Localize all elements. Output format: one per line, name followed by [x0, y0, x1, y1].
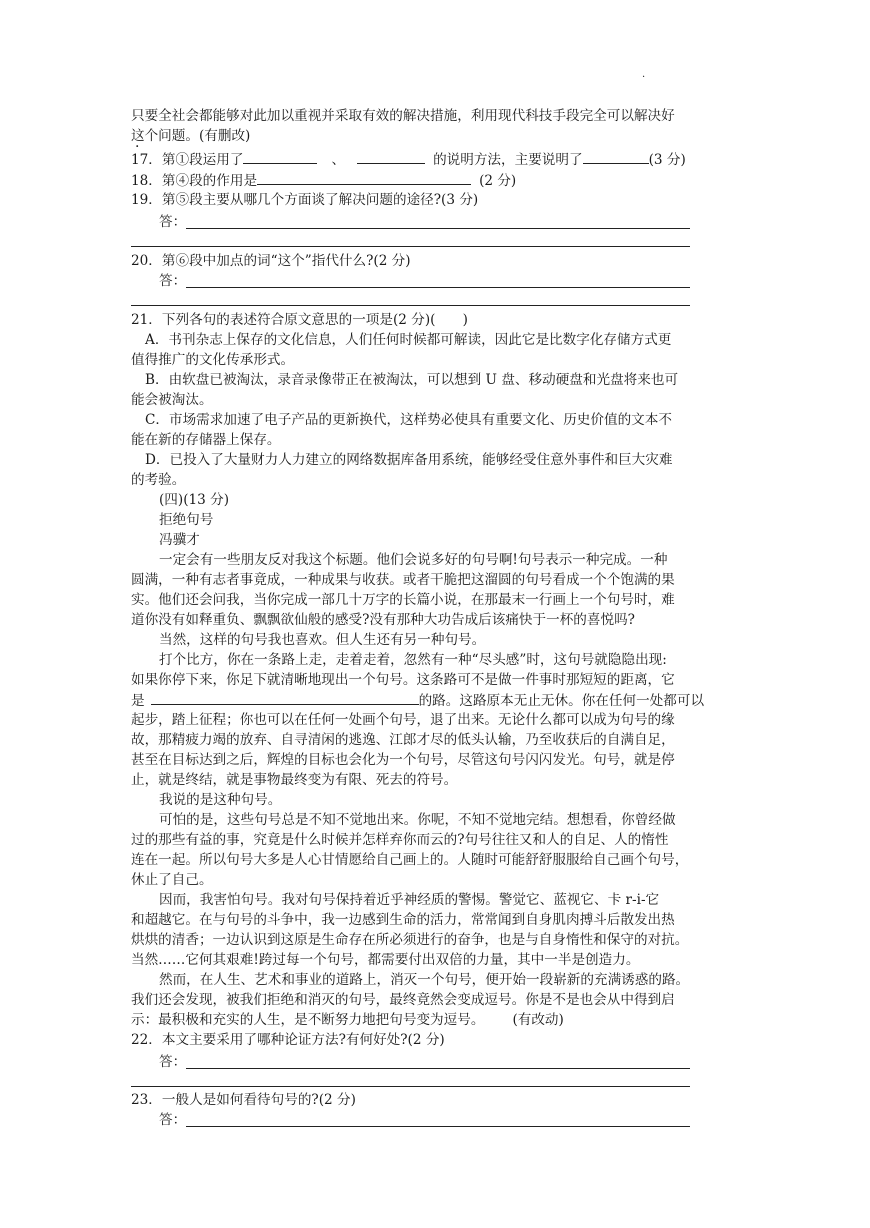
passage-line: 起步，踏上征程；你也可以在任何一处画个句号，退了出来。无论什么都可以成为句号的缘	[131, 712, 675, 728]
passage-line: 道你没有如释重负、飘飘欲仙般的感受?没有那种大功告成后该痛快于一杯的喜悦吗?	[131, 612, 635, 628]
passage-note: (有改动)	[512, 1012, 564, 1028]
q17-blank-1[interactable]	[243, 149, 317, 164]
passage-line: 甚至在目标达到之后，辉煌的目标也会化为一个句号，尽管这句号闪闪发光。句号，就是停	[131, 752, 675, 768]
passage-line: 休止了自己。	[131, 872, 213, 888]
intro-char: 这	[131, 128, 145, 144]
passage-line: 过的那些有益的事，究竟是什么时候并怎样弃你而云的?句号往往又和人的自足、人的惰性	[131, 832, 669, 848]
q18-prefix: 18．第④段的作用是	[131, 173, 258, 189]
passage-line: 故，那精疲力竭的放弃、自寻清闲的逃逸、江郎才尽的低头认输，乃至收获后的自满自足，	[131, 732, 675, 748]
passage-line	[131, 1010, 564, 1030]
passage-line: 当然，这样的句号我也喜欢。但人生还有另一种句号。	[159, 632, 486, 648]
intro-line: 只要全社会都能够对此加以重视并采取有效的解决措施，利用现代科技手段完全可以解决好	[131, 108, 675, 124]
passage-line: 一定会有一些朋友反对我这个标题。他们会说多好的句号啊!句号表示一种完成。一种	[159, 552, 668, 568]
answer-line[interactable]	[131, 1086, 690, 1087]
intro-line	[131, 126, 250, 146]
section-heading: (四)(13 分)	[159, 492, 230, 508]
question-20: 20．第⑥段中加点的词“这个”指代什么?(2 分)	[131, 253, 411, 269]
q18-blank[interactable]	[257, 170, 471, 185]
q17-blank-2[interactable]	[357, 149, 425, 164]
intro-text: 个问题。(有删改)	[144, 128, 251, 144]
answer-line[interactable]	[186, 287, 690, 288]
passage-line: 我说的是这种句号。	[159, 792, 282, 808]
passage-line: 圆满，一种有志者事竟成，一种成果与收获。或者干脆把这溜圆的句号看成一个个饱满的果	[131, 572, 675, 588]
passage-line: 可怕的是，这些句号总是不知不觉地出来。你呢，不知不觉地完结。想想看，你曾经做	[159, 812, 676, 828]
q18-score: (2 分)	[479, 173, 517, 189]
answer-label: 答：	[159, 273, 187, 289]
option-d-cont: 的考验。	[131, 472, 186, 488]
passage-line: 因而，我害怕句号。我对句号保持着近乎神经质的警惕。警觉它、蓝视它、卡 r-i-它	[159, 892, 660, 908]
passage-text: 示：最积极和充实的人生，是不断努力地把句号变为逗号。	[131, 1012, 485, 1028]
passage-line: 当然……它何其艰难!跨过每一个句号，都需要付出双倍的力量，其中一半是创造力。	[131, 952, 640, 968]
passage-line: 如果你停下来，你足下就清晰地现出一个句号。这条路可不是做一件事时那短短的距离，它	[131, 672, 675, 688]
q17-score: (3 分)	[648, 152, 686, 168]
passage-line: 烘烘的清香；一边认识到这原是生命存在所必须进行的奋争，也是与自身惰性和保守的对抗。	[131, 932, 689, 948]
answer-line[interactable]	[186, 228, 690, 229]
corner-mark: .	[642, 69, 646, 80]
answer-line[interactable]	[131, 246, 690, 247]
question-17	[131, 149, 686, 170]
passage-line	[131, 690, 704, 711]
option-c: C．市场需求加速了电子产品的更新换代，这样势必使具有重要文化、历史价值的文本不	[145, 412, 672, 428]
passage-title: 拒绝句号	[159, 512, 214, 528]
passage-blank[interactable]	[151, 690, 419, 705]
option-c-cont: 能在新的存储器上保存。	[131, 432, 281, 448]
passage-line: 止，就是终结，就是事物最终变为有限、死去的符号。	[131, 772, 458, 788]
option-a: A．书刊杂志上保存的文化信息，人们任何时候都可解读，因此它是比数字化存储方式更	[145, 332, 672, 348]
q17-prefix: 17．第①段运用了	[131, 152, 244, 168]
passage-line: 实。他们还会问我，当你完成一部几十万字的长篇小说，在那最末一行画上一个句号时，难	[131, 592, 675, 608]
passage-text: 的路。这路原本无止无休。你在任何一处都可以	[418, 693, 705, 709]
question-18	[131, 170, 516, 191]
answer-line[interactable]	[131, 305, 690, 306]
answer-label: 答：	[159, 214, 187, 230]
passage-author: 冯骥才	[159, 532, 200, 548]
passage-text: 是	[131, 693, 145, 709]
option-a-cont: 值得推广的文化传承形式。	[131, 352, 295, 368]
q17-blank-3[interactable]	[583, 149, 649, 164]
passage-line: 然而，在人生、艺术和事业的道路上，消灭一个句号，便开始一段崭新的充满诱惑的路。	[159, 972, 690, 988]
question-19: 19．第⑤段主要从哪几个方面谈了解决问题的途径?(3 分)	[131, 192, 479, 208]
q17-sep: 、	[331, 152, 346, 168]
option-d: D．已投入了大量财力人力建立的网络数据库备用系统，能够经受住意外事件和巨大灾难	[145, 452, 673, 468]
passage-line: 和超越它。在与句号的斗争中，我一边感到生命的活力，常常闻到自身肌肉搏斗后散发出热	[131, 912, 675, 928]
answer-label: 答：	[159, 1054, 187, 1070]
passage-line: 我们还会发现，被我们拒绝和消灭的句号，最终竟然会变成逗号。你是不是也会从中得到启	[131, 992, 675, 1008]
passage-line: 打个比方，你在一条路上走，走着走着，忽然有一种“尽头感”时，这句号就隐隐出现:	[159, 652, 667, 668]
answer-label: 答：	[159, 1112, 187, 1128]
option-b-cont: 能会被淘汰。	[131, 392, 213, 408]
question-23: 23．一般人是如何看待句号的?(2 分)	[131, 1092, 356, 1108]
answer-line[interactable]	[186, 1126, 690, 1127]
answer-line[interactable]	[186, 1068, 690, 1069]
passage-line: 连在一起。所以句号大多是人心甘情愿给自己画上的。人随时可能舒舒服服给自己画个句号，	[131, 852, 689, 868]
option-b: B．由软盘已被淘汰，录音录像带正在被淘汰，可以想到 U 盘、移动硬盘和光盘将来也可	[145, 372, 679, 388]
question-22: 22．本文主要采用了哪种论证方法?有何好处?(2 分)	[131, 1032, 445, 1048]
question-21: 21．下列各句的表述符合原文意思的一项是(2 分)( )	[131, 312, 468, 328]
q17-mid: 的说明方法，主要说明了	[433, 152, 583, 168]
